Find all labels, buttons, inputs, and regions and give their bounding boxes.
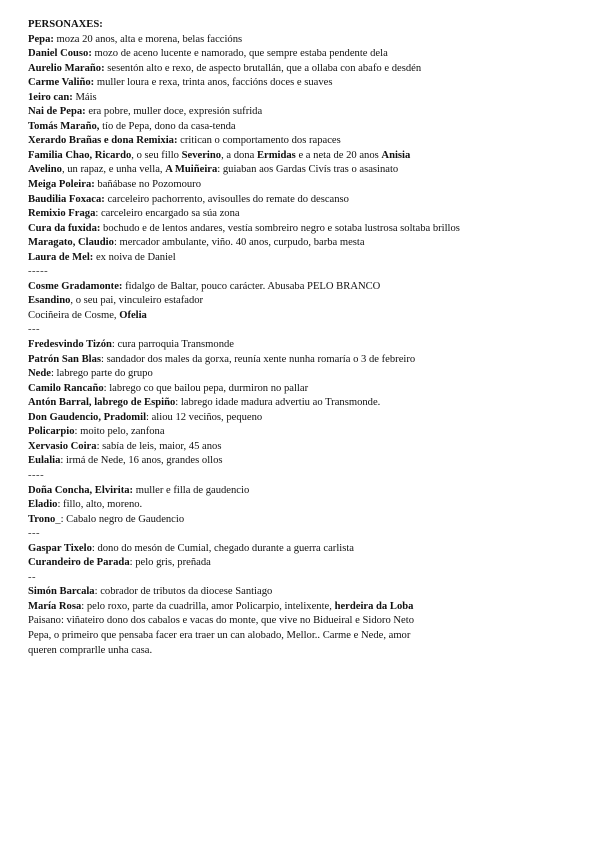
character-entry (28, 163, 580, 178)
character-name: Laura de Mel: (28, 251, 94, 263)
character-description: moza 20 anos, alta e morena, belas faccións (53, 33, 243, 45)
character-name: A Muiñeira (165, 164, 218, 176)
character-entry (28, 338, 580, 353)
separator-dashes: -- (28, 571, 37, 583)
section-separator (28, 527, 580, 542)
character-entry (28, 134, 580, 149)
character-description: carceleiro pachorrento, avisoulles do remate do descanso (104, 193, 349, 205)
character-name: Policarpio (28, 426, 75, 438)
character-description: fidalgo de Baltar, pouco carácter. Abusaba PELO BRANCO (122, 280, 381, 292)
section-separator (28, 265, 580, 280)
character-description: : guiaban aos Gardas Civís tras o asasinato (217, 164, 399, 176)
character-name: Aurelio Maraño: (28, 62, 105, 74)
character-name: Baudilia Foxaca: (28, 193, 105, 205)
character-description: e a neta de 20 anos (295, 149, 382, 161)
character-name: Cosme Gradamonte: (28, 280, 123, 292)
character-name: Trono (28, 513, 56, 525)
character-entry (28, 62, 580, 77)
character-entry (28, 222, 580, 237)
character-description: : cobrador de tributos da diocese Santiago (94, 586, 273, 598)
character-entry (28, 644, 580, 659)
character-description: : sabía de leis, maior, 45 anos (96, 440, 222, 452)
character-name: Eulalia (28, 455, 61, 467)
character-name: Daniel Couso: (28, 48, 92, 60)
character-description: bochudo e de lentos andares, vestía sombreiro negro e sotaba lustrosa soltaba brillos (100, 222, 460, 234)
character-description: : cura parroquia Transmonde (111, 339, 234, 351)
character-description: Pepa, o primeiro que pensaba facer era traer un can alobado, Mellor.. Carme e Nede, amor (28, 629, 411, 641)
character-name: Fredesvindo Tizón (28, 339, 112, 351)
character-name: Nai de Pepa: (28, 106, 86, 118)
character-name: Don Gaudencio, Pradomil (28, 411, 147, 423)
character-entry (28, 425, 580, 440)
character-description: critican o comportamento dos rapaces (177, 135, 341, 147)
character-entry (28, 367, 580, 382)
character-description: era pobre, muller doce, expresión sufrida (85, 106, 263, 118)
character-description: muller loura e rexa, trinta anos, faccións doces e suaves (94, 77, 333, 89)
separator-dashes: --- (28, 324, 41, 336)
character-entry (28, 47, 580, 62)
character-entry (28, 614, 580, 629)
section-separator (28, 323, 580, 338)
character-name: Curandeiro de Parada (28, 557, 130, 569)
character-entry (28, 251, 580, 266)
section-separator (28, 571, 580, 586)
character-list (28, 33, 580, 659)
character-description: , o seu fillo (131, 149, 182, 161)
character-description: Máis (72, 91, 97, 103)
character-description: : pelo roxo, parte da cuadrilla, amor Policarpio, intelixente, (81, 600, 335, 612)
character-description: , o seu pai, vinculeiro estafador (70, 295, 204, 307)
character-description: , a dona (221, 149, 257, 161)
character-description: sesentón alto e rexo, de aspecto brutallán, que a ollaba con abafo e desdén (104, 62, 422, 74)
character-description: tío de Pepa, dono da casa-tenda (99, 120, 236, 132)
character-name: Patrón San Blas (28, 353, 101, 365)
document-title: PERSONAXES: (28, 19, 103, 30)
character-name: Pepa: (28, 33, 54, 45)
character-entry (28, 556, 580, 571)
character-description: , un rapaz, e unha vella, (61, 164, 166, 176)
character-description: : labrego idade madura advertiu ao Transmonde. (175, 397, 381, 409)
character-name: Ofelia (119, 309, 147, 321)
character-entry (28, 33, 580, 48)
character-name: Eladio (28, 499, 58, 511)
character-entry (28, 193, 580, 208)
character-name: 1eiro can: (28, 91, 73, 103)
character-name: Gaspar Tixelo (28, 542, 92, 554)
character-name: Meiga Poleira: (28, 179, 95, 191)
character-description: muller e filla de gaudencio (133, 484, 250, 496)
character-description: : carceleiro encargado sa súa zona (95, 208, 240, 220)
separator-dashes: --- (28, 528, 41, 540)
character-name: Maragato, Claudio (28, 237, 114, 249)
character-name: Simón Barcala (28, 586, 95, 598)
character-entry (28, 542, 580, 557)
character-entry (28, 76, 580, 91)
character-entry (28, 236, 580, 251)
character-entry (28, 294, 580, 309)
character-entry (28, 105, 580, 120)
character-description: : pelo gris, preñada (129, 557, 211, 569)
character-entry (28, 91, 580, 106)
character-name: Severino (181, 149, 222, 161)
character-name: Nede (28, 368, 51, 380)
character-name: Familia Chao, Ricardo (28, 149, 132, 161)
character-entry (28, 309, 580, 324)
character-description: _: Cabalo negro de Gaudencio (55, 513, 185, 525)
character-entry (28, 629, 580, 644)
character-entry (28, 149, 580, 164)
character-name: Antón Barral, labrego de Espiño (28, 397, 176, 409)
character-entry (28, 484, 580, 499)
character-name: Doña Concha, Elvirita: (28, 484, 134, 496)
character-name: Ermidas (256, 149, 296, 161)
character-entry (28, 513, 580, 528)
character-name: Xerardo Brañas e dona Remixia: (28, 135, 178, 147)
character-name: Esandino (28, 295, 71, 307)
character-description: : fillo, alto, moreno. (57, 499, 143, 511)
character-name: Camilo Rancaño (28, 382, 104, 394)
character-name: Avelino (28, 164, 62, 176)
character-name: María Rosa (28, 600, 82, 612)
character-entry (28, 600, 580, 615)
character-name: Carme Valiño: (28, 77, 95, 89)
character-description: bañábase no Pozomouro (94, 179, 201, 191)
character-entry (28, 454, 580, 469)
character-entry (28, 178, 580, 193)
character-description: Paisano: viñateiro dono dos cabalos e vacas do monte, que vive no Bidueiral e Sidoro Neto (28, 615, 414, 627)
character-entry (28, 382, 580, 397)
separator-dashes: ---- (28, 469, 45, 481)
character-description: Cociñeira de Cosme, (28, 309, 120, 321)
character-description: : labrego parte do grupo (50, 368, 153, 380)
character-entry (28, 440, 580, 455)
character-name: Anisia (381, 149, 411, 161)
character-entry (28, 120, 580, 135)
character-name: herdeira da Loba (334, 600, 414, 612)
character-name: Remixio Fraga (28, 208, 96, 220)
character-entry (28, 207, 580, 222)
character-entry (28, 353, 580, 368)
character-description: : aliou 12 veciños, pequeno (146, 411, 263, 423)
character-entry (28, 280, 580, 295)
character-description: : labrego co que bailou pepa, durmiron no pallar (103, 382, 309, 394)
character-description: : moito pelo, zanfona (74, 426, 165, 438)
character-description: ex noiva de Daniel (93, 251, 176, 263)
character-description: : irmá de Nede, 16 anos, grandes ollos (60, 455, 223, 467)
character-entry (28, 498, 580, 513)
character-description: : mercador ambulante, viño. 40 anos, curpudo, barba mesta (113, 237, 365, 249)
character-entry (28, 411, 580, 426)
character-entry (28, 396, 580, 411)
character-name: Xervasio Coira (28, 440, 97, 452)
character-entry (28, 585, 580, 600)
separator-dashes: ----- (28, 266, 49, 278)
character-description: queren comprarlle unha casa. (28, 644, 153, 656)
character-description: : sandador dos males da gorxa, reunía xente nunha romaría o 3 de febreiro (101, 353, 416, 365)
character-description: : dono do mesón de Cumial, chegado durante a guerra carlista (91, 542, 354, 554)
character-name: Tomás Maraño, (28, 120, 100, 132)
section-separator (28, 469, 580, 484)
character-description: mozo de aceno lucente e namorado, que sempre estaba pendente dela (91, 48, 388, 60)
character-name: Cura da fuxida: (28, 222, 101, 234)
